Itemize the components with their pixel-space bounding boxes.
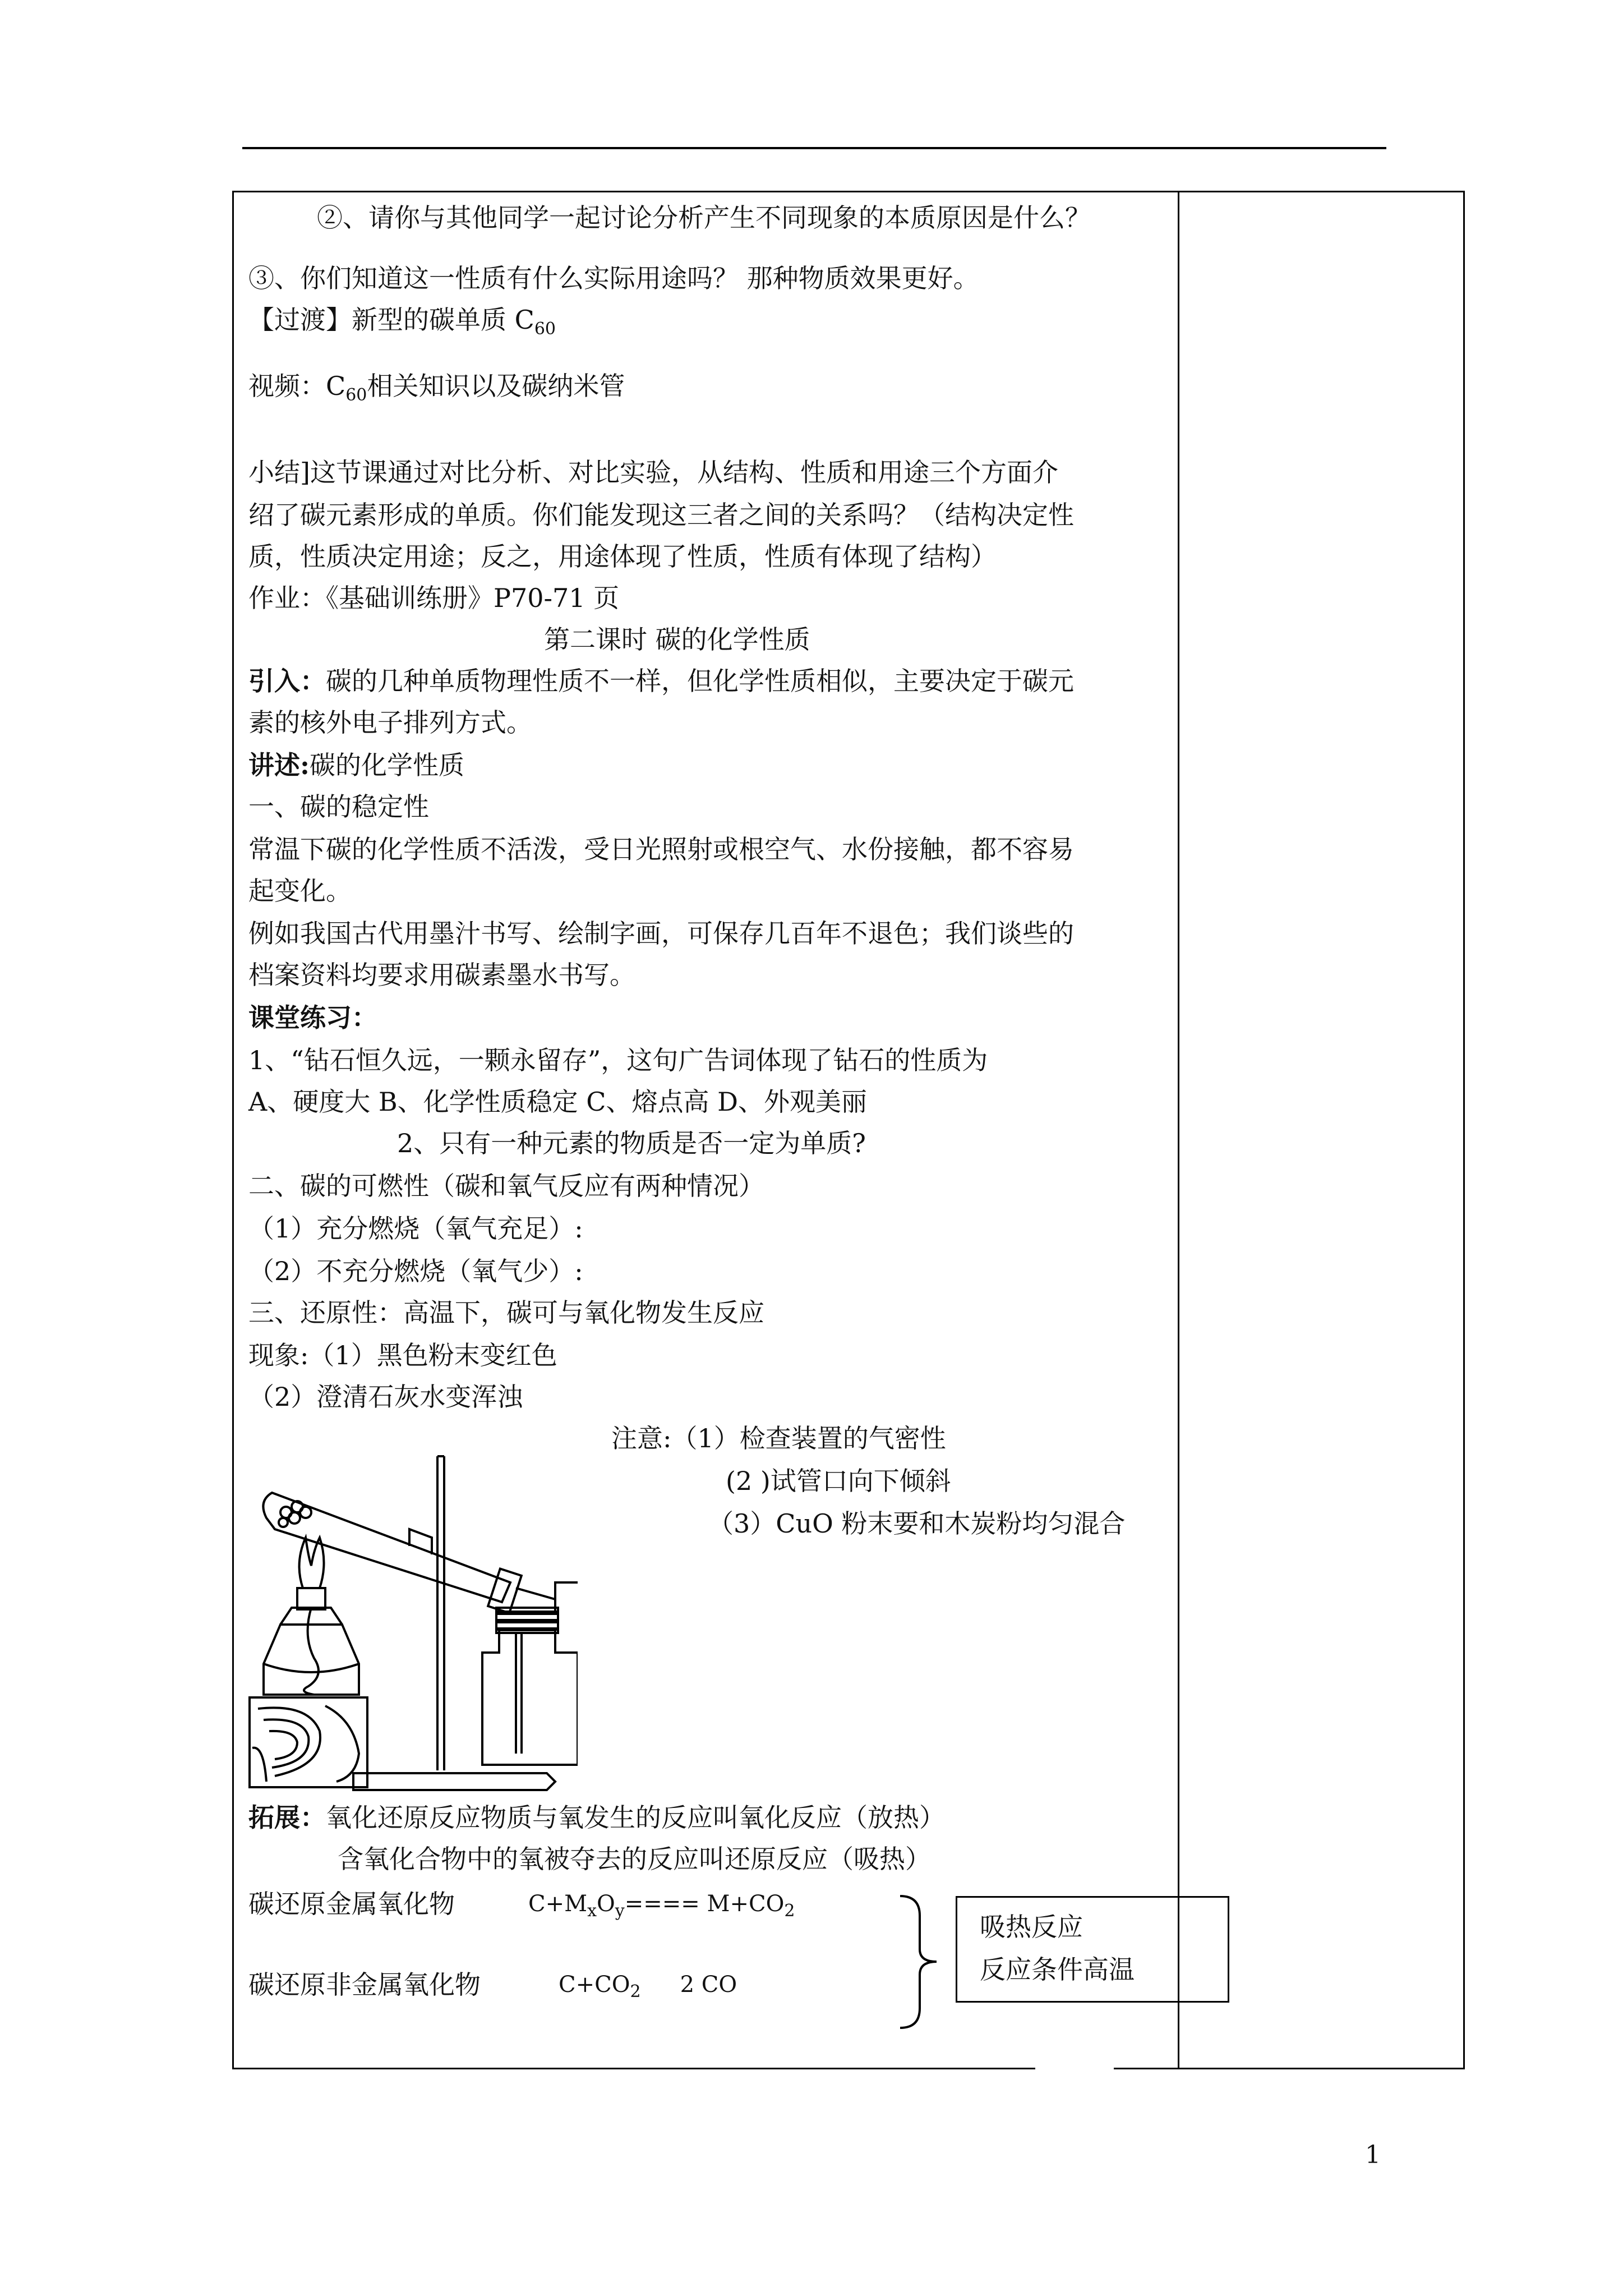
section-2-heading: 二、碳的可燃性（碳和氧气反应有两种情况） <box>248 1171 764 1201</box>
phenomenon-line-2: （2）澄清石灰水变浑浊 <box>248 1382 523 1412</box>
practice-question-2: 2、只有一种元素的物质是否一定为单质? <box>397 1128 866 1158</box>
condition-box <box>956 1896 1229 2003</box>
box-line-1: 吸热反应 <box>980 1912 1083 1942</box>
metal-oxide-equation: $C+M_xO_y==== M+CO_2$ <box>528 1891 795 1921</box>
transition-line: 【过渡】新型的碳单质 $C_{60}$ <box>248 305 556 339</box>
practice-question-1: 1、“钻石恒久远，一颗永留存”，这句广告词体现了钻石的性质为 <box>248 1045 988 1075</box>
summary-line-3: 质，性质决定用途；反之，用途体现了性质，性质有体现了结构） <box>248 541 997 572</box>
homework-line: 作业：《基础训练册》P70-71 页 <box>248 583 620 613</box>
extension-line-2: 含氧化合物中的氧被夺去的反应叫还原反应（吸热） <box>338 1844 931 1874</box>
lesson-title: 第二课时 碳的化学性质 <box>544 624 810 655</box>
page-number: 1 <box>1365 2141 1381 2169</box>
example-line-2: 档案资料均要求用碳素墨水书写。 <box>248 960 635 990</box>
full-combustion-line: （1）充分燃烧（氧气充足）: <box>248 1213 583 1244</box>
experiment-apparatus-diagram <box>241 1439 578 1804</box>
header-rule <box>242 147 1386 149</box>
incomplete-combustion-line: （2）不充分燃烧（氧气少）: <box>248 1256 583 1286</box>
video-line: 视频：$C_{60}$相关知识以及碳纳米管 <box>248 371 625 406</box>
table-column-divider <box>1178 191 1179 2069</box>
section-1-heading: 一、碳的稳定性 <box>248 792 429 822</box>
question-2: ②、请你与其他同学一起讨论分析产生不同现象的本质原因是什么？ <box>317 203 1091 233</box>
intro-line-2: 素的核外电子排列方式。 <box>248 707 532 738</box>
nonmetal-oxide-reduction-label: 碳还原非金属氧化物 <box>248 1970 481 2000</box>
question-3: ③、你们知道这一性质有什么实际用途吗？ 那种物质效果更好。 <box>248 263 979 293</box>
table-bottom-border <box>232 2068 1035 2069</box>
box-line-2: 反应条件高温 <box>980 1954 1135 1985</box>
lecture-line: 讲述:碳的化学性质 <box>248 750 464 780</box>
summary-line-2: 绍了碳元素形成的单质。你们能发现这三者之间的关系吗？（结构决定性 <box>248 500 1074 530</box>
section-3-heading: 三、还原性：高温下，碳可与氧化物发生反应 <box>248 1297 764 1328</box>
intro-line: 引入：碳的几种单质物理性质不一样，但化学性质相似，主要决定于碳元 <box>248 666 1074 696</box>
note-line-2: (2 )试管口向下倾斜 <box>726 1466 951 1496</box>
stability-line-2: 起变化。 <box>248 876 352 906</box>
right-brace-icon <box>897 1893 942 2031</box>
practice-options: A、硬度大 B、化学性质稳定 C、熔点高 D、外观美丽 <box>248 1087 867 1117</box>
metal-oxide-reduction-label: 碳还原金属氧化物 <box>248 1889 455 1919</box>
note-line-1: 注意:（1）检查装置的气密性 <box>611 1423 946 1453</box>
practice-heading: 课堂练习： <box>248 1002 377 1033</box>
example-line-1: 例如我国古代用墨汁书写、绘制字画，可保存几百年不退色；我们谈些的 <box>248 918 1074 949</box>
table-bottom-border-right <box>1114 2068 1465 2069</box>
note-line-3: （3）CuO 粉末要和木炭粉均匀混合 <box>708 1508 1126 1539</box>
nonmetal-oxide-equation: $C+CO_2$ 2 CO <box>559 1972 737 2001</box>
summary-line-1: 小结]这节课通过对比分析、对比实验，从结构、性质和用途三个方面介 <box>248 457 1058 487</box>
phenomenon-line-1: 现象:（1）黑色粉末变红色 <box>248 1340 557 1370</box>
stability-line-1: 常温下碳的化学性质不活泼，受日光照射或根空气、水份接触，都不容易 <box>248 834 1074 864</box>
extension-line-1: 拓展：氧化还原反应物质与氧发生的反应叫氧化反应（放热） <box>248 1802 945 1833</box>
